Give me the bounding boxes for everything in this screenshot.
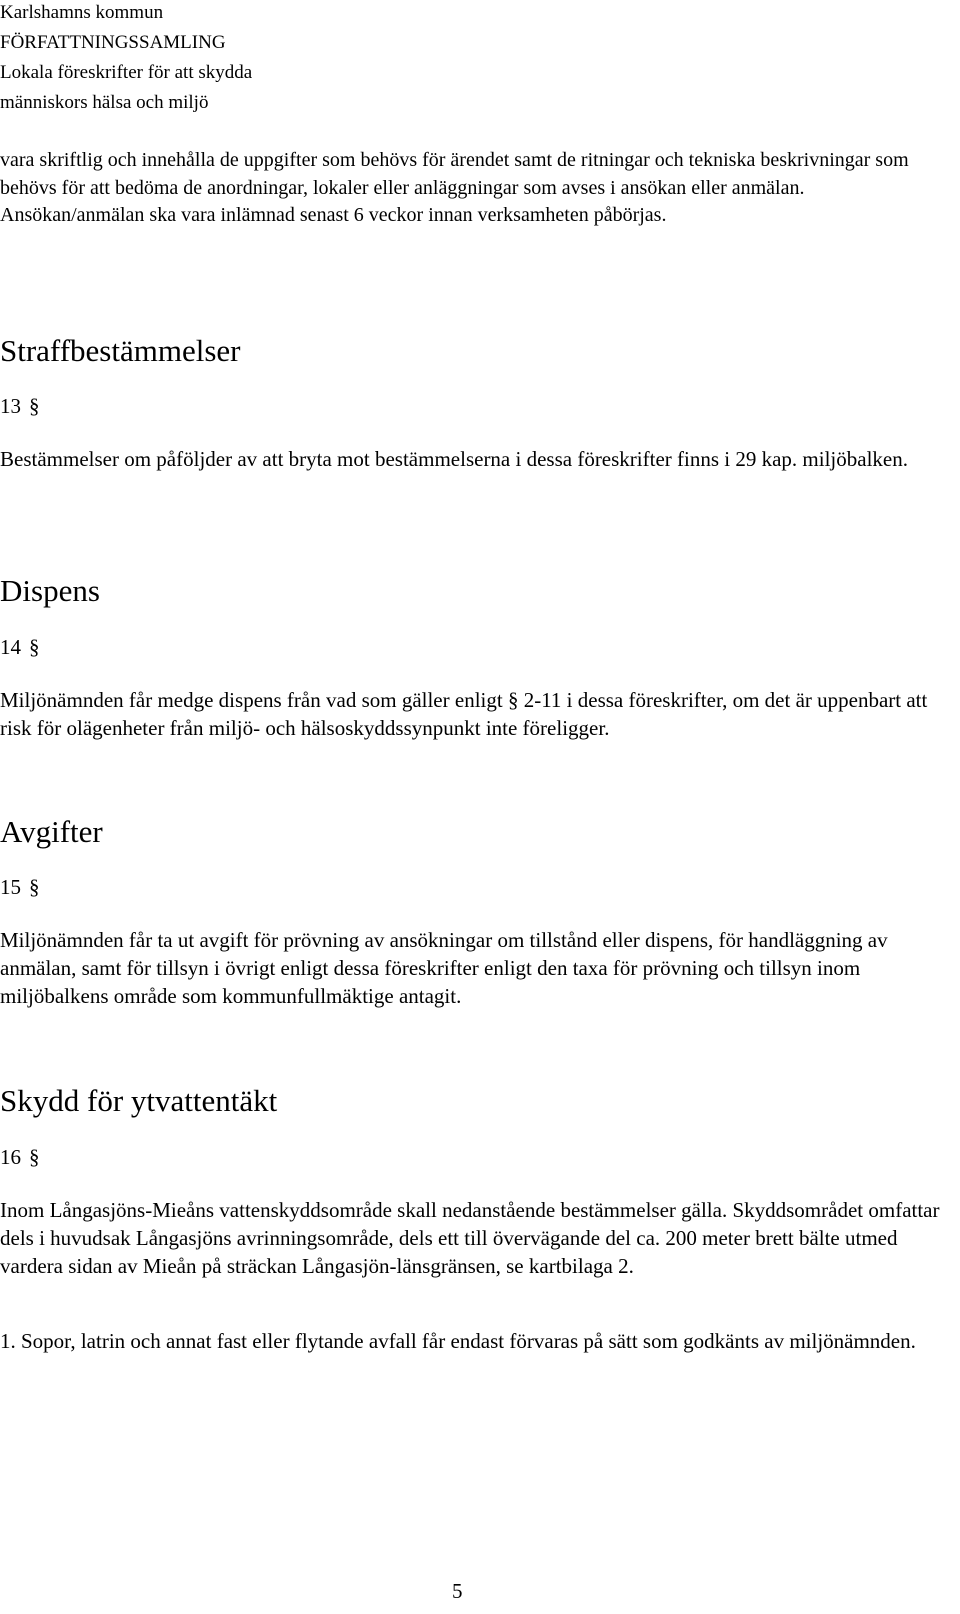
paragraph-sign: § [29, 875, 40, 899]
page-number: 5 [452, 1579, 463, 1603]
section-number-13 [0, 392, 40, 420]
section-number-16 [0, 1143, 40, 1171]
section-heading-dispens: Dispens [0, 573, 100, 608]
collection-name: FÖRFATTNINGSSAMLING [0, 32, 226, 53]
section-heading-avgifter: Avgifter [0, 814, 103, 849]
regulation-title-line-2: människors hälsa och miljö [0, 92, 209, 113]
section-heading-straffbestammelser: Straffbestämmelser [0, 333, 241, 368]
regulation-title-line-1: Lokala föreskrifter för att skydda [0, 62, 253, 83]
section-16-text: Inom Långasjöns-Mieåns vattenskyddsområde skall nedanstående bestämmelser gälla. Skyddsområdet omfattar dels i huvudsak Långasjöns avrinningsområde, dels ett till övervägande del ca. 200 meter brett bälte utmed vardera sidan av Mieån på sträckan Långasjön-länsgränsen, se kartbilaga 2. [0, 1198, 940, 1278]
paragraph-sign: § [29, 635, 40, 659]
section-16-item-1: 1. Sopor, latrin och annat fast eller flytande avfall får endast förvaras på sätt som godkänts av miljönämnden. [0, 1329, 916, 1353]
paragraph-sign: § [29, 1145, 40, 1169]
municipality-name: Karlshamns kommun [0, 2, 164, 23]
intro-paragraph: vara skriftlig och innehålla de uppgifter som behövs för ärendet samt de ritningar och tekniska beskrivningar som behövs för att bedöma de anordningar, lokaler eller anläggningar som avses i ansökan eller anmälan. Ansökan/anmälan ska vara inlämnad senast 6 veckor innan verksamheten påbörjas. [0, 149, 909, 226]
paragraph-sign: § [29, 394, 40, 418]
section-number-14 [0, 633, 40, 661]
section-number: 15 [0, 875, 21, 899]
section-number-15 [0, 873, 40, 901]
section-14-text: Miljönämnden får medge dispens från vad som gäller enligt § 2-11 i dessa föreskrifter, om det är uppenbart att risk för olägenheter från miljö- och hälsoskyddssynpunkt inte föreligger. [0, 688, 928, 740]
section-15-text: Miljönämnden får ta ut avgift för prövning av ansökningar om tillstånd eller dispens, för handläggning av anmälan, samt för tillsyn i övrigt enligt dessa föreskrifter enligt den taxa för prövning och tillsyn inom miljöbalkens område som kommunfullmäktige antagit. [0, 928, 888, 1008]
section-13-text: Bestämmelser om påföljder av att bryta mot bestämmelserna i dessa föreskrifter finns i 29 kap. miljöbalken. [0, 447, 908, 471]
section-number: 13 [0, 394, 21, 418]
section-number: 16 [0, 1145, 21, 1169]
document-header [0, 0, 252, 118]
section-number: 14 [0, 635, 21, 659]
section-heading-skydd-for-ytvattentakt: Skydd för ytvattentäkt [0, 1083, 278, 1118]
